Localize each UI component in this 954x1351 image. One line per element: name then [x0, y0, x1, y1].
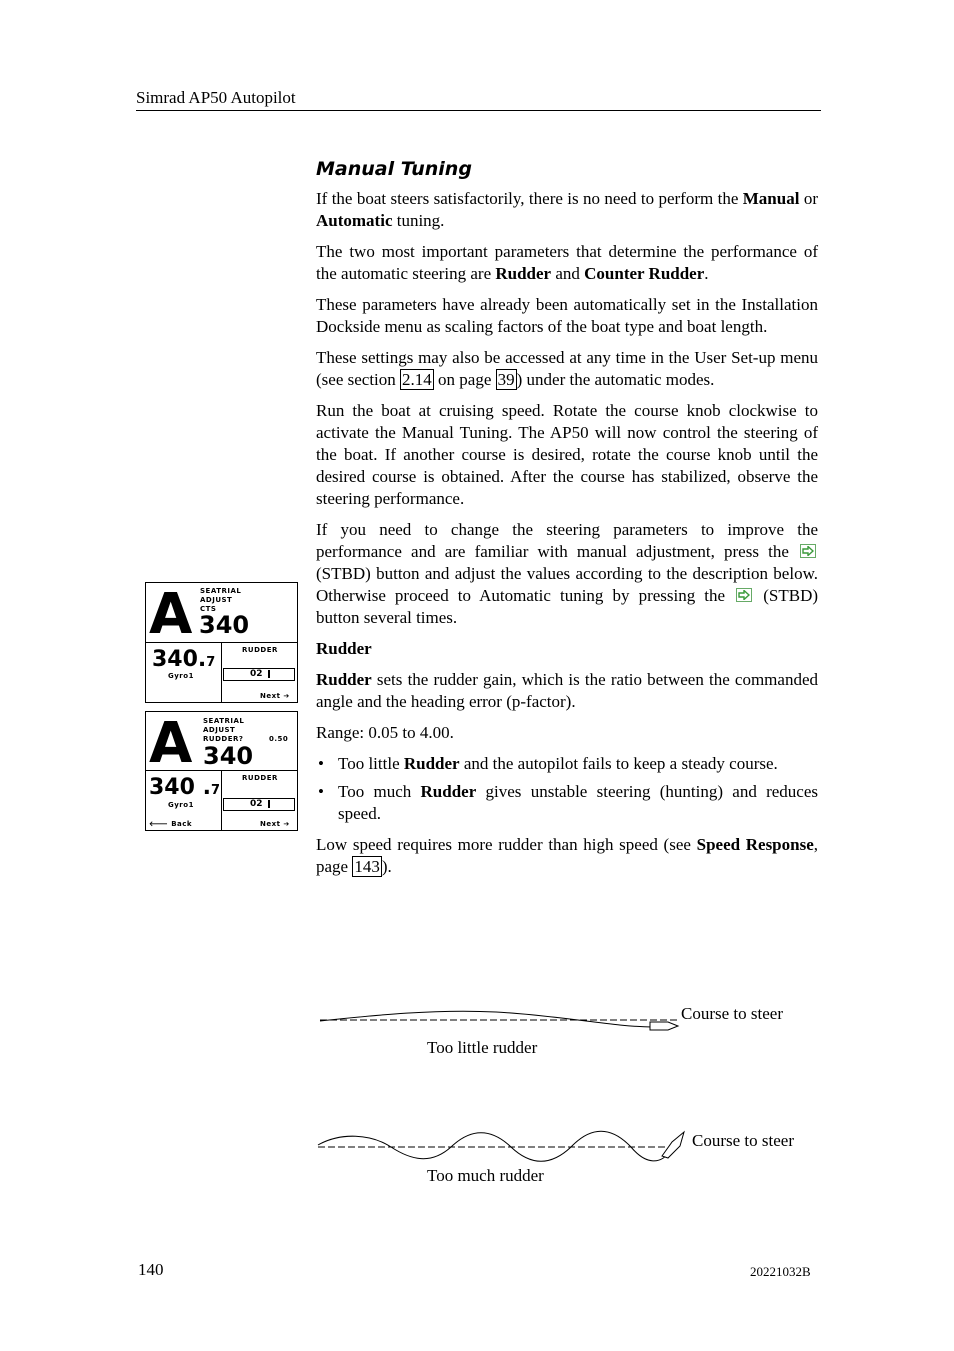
back-softkey[interactable]: 🡐 Back: [149, 820, 193, 828]
lcd-line1: SEATRIAL: [200, 587, 242, 595]
diagram-too-little-rudder: [316, 995, 816, 1065]
header-title: Simrad AP50 Autopilot: [136, 88, 296, 107]
paragraph-dockside: These parameters have already been automatically set in the Installation Dockside menu as scaling factors of the boat type and boat length.: [316, 295, 818, 336]
paragraph-intro: If the boat steers satisfactorily, there is no need to perform the Manual or Automatic tuning.: [316, 189, 818, 230]
stbd-arrow-icon: [736, 588, 752, 602]
course-value: 340: [203, 742, 254, 770]
section-ref-link[interactable]: 2.14: [402, 370, 432, 389]
paragraph-setup: These settings may also be accessed at any time in the User Set-up menu (see section 2.14 on page 39 ) under the automatic modes.: [316, 348, 818, 389]
param-label: RUDDER: [242, 774, 278, 782]
lcd-line2: ADJUST: [203, 726, 236, 734]
lcd-line1: SEATRIAL: [203, 717, 245, 725]
heading-source: Gyro1: [168, 672, 194, 680]
paragraph-low-speed: Low speed requires more rudder than high speed (see Speed Response, page 143 ).: [316, 835, 819, 876]
course-label: Course to steer: [681, 1004, 783, 1023]
main-text: [316, 158, 818, 887]
next-softkey[interactable]: Next ➔: [260, 692, 290, 700]
rudder-heading: Rudder: [316, 639, 372, 658]
mode-indicator: A: [149, 582, 193, 647]
diagram-too-much-rudder: [316, 1120, 816, 1200]
heading-readout: 340 .7: [149, 775, 220, 800]
page-number: 140: [138, 1260, 164, 1279]
lcd-screen-adjust-rudder: [145, 711, 298, 831]
paragraph-adjust: If you need to change the steering parameters to improve the performance and are familiar with manual adjustment, press the (STBD) button and adjust the values according to the description below. Otherwise proceed to Automatic tuning by pressing the (STBD) button several times.: [316, 520, 819, 627]
diagram-caption: Too much rudder: [427, 1166, 544, 1185]
rudder-range: Range: 0.05 to 4.00.: [316, 723, 454, 742]
course-label: Course to steer: [692, 1131, 794, 1150]
lcd-line3-value: 0.50: [269, 735, 289, 743]
rudder-bullets: [316, 753, 818, 825]
mode-indicator: A: [149, 711, 193, 776]
lcd-line3: CTS: [200, 605, 217, 613]
page-ref-link[interactable]: 39: [497, 370, 515, 389]
lcd-screen-adjust-cts: [145, 582, 298, 703]
diagram-caption: Too little rudder: [427, 1038, 538, 1057]
section-title: Manual Tuning: [316, 158, 472, 180]
paragraph-parameters: The two most important parameters that determine the performance of the automatic steering are Rudder and Counter Rudder.: [316, 242, 818, 283]
page-header: [136, 86, 821, 111]
lcd-line3: RUDDER?: [203, 735, 244, 743]
rudder-description: Rudder sets the rudder gain, which is the ratio between the commanded angle and the heading error (p-factor).: [316, 670, 818, 711]
list-item: • Too little Rudder and the autopilot fails to keep a steady course.: [316, 753, 818, 775]
course-value: 340: [199, 611, 250, 639]
list-item: • Too much Rudder gives unstable steering (hunting) and reduces speed.: [316, 781, 818, 825]
page-ref-link[interactable]: 143: [354, 857, 380, 876]
param-value-box: 02: [223, 798, 295, 811]
next-softkey[interactable]: Next ➔: [260, 820, 290, 828]
document-number: 20221032B: [750, 1264, 811, 1279]
param-label: RUDDER: [242, 646, 278, 654]
paragraph-run: Run the boat at cruising speed. Rotate the course knob clockwise to activate the Manual Tuning. The AP50 will now control the steering of the boat. If another course is desired, rotate the course knob until the desired course is obtained. After the course has stabilized, observe the steering performance.: [316, 401, 818, 508]
param-value-box: 02: [223, 668, 295, 681]
heading-source: Gyro1: [168, 801, 194, 809]
stbd-arrow-icon: [800, 544, 816, 558]
lcd-line2: ADJUST: [200, 596, 233, 604]
heading-readout: 340.7: [152, 647, 216, 672]
